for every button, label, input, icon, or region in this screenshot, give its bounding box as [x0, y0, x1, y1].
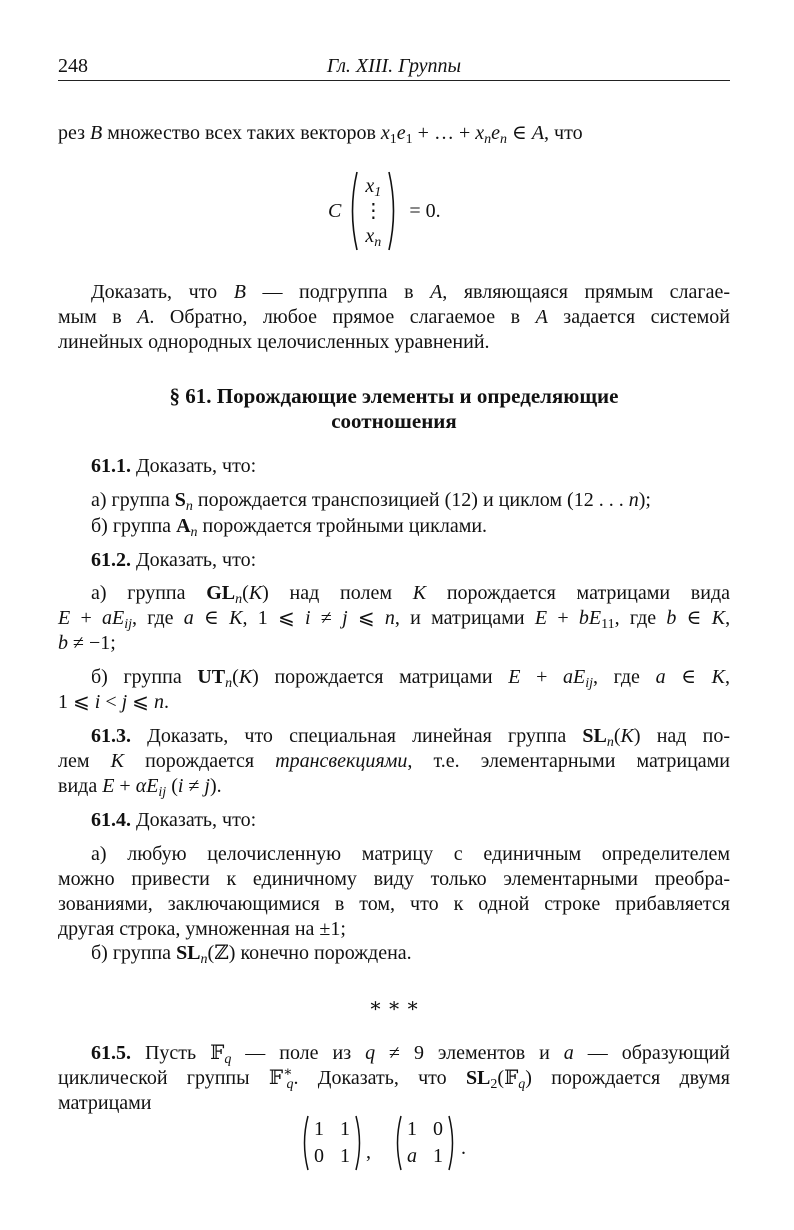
math-symbol: a: [563, 1042, 574, 1064]
math-symbol: 11: [601, 617, 615, 632]
end-period: .: [461, 1136, 466, 1159]
math-symbol: b: [58, 632, 68, 654]
text: Доказать, что:: [131, 549, 257, 571]
text: , где: [593, 666, 656, 688]
math-symbol: b: [666, 607, 677, 629]
text: ).: [209, 775, 222, 797]
text: — поле из: [231, 1042, 366, 1064]
problem-61-5: [58, 1041, 730, 1116]
text: § 61. Порождающие элементы и определяющие: [169, 384, 619, 408]
text: , где: [614, 607, 667, 629]
text-line: [58, 409, 730, 434]
text-line: [58, 1091, 730, 1116]
text: задается системой: [547, 306, 730, 328]
text: а) группа: [91, 582, 207, 604]
chapter-title: Гл. XIII. Группы: [326, 55, 462, 77]
math-symbol: aE: [563, 666, 586, 688]
text: 1 ⩽: [58, 691, 95, 713]
matrix-entry: 1: [407, 1118, 417, 1140]
math-symbol: q: [224, 1052, 232, 1067]
math-symbol: A: [137, 306, 150, 328]
text: ∈: [507, 122, 532, 144]
text-line: [58, 606, 730, 631]
math-symbol: e: [396, 122, 406, 144]
math-symbol: q: [286, 1077, 294, 1092]
math-symbol: j: [121, 691, 128, 713]
paragraph-direct-summand: [58, 280, 730, 355]
item-61-1-b: [58, 514, 730, 539]
matrix-entry: a: [407, 1145, 417, 1167]
text: ,: [725, 666, 731, 688]
item-61-1-a: [58, 488, 730, 513]
math-symbol: трансвекциями: [275, 750, 408, 772]
math-symbol: n: [200, 952, 208, 967]
math-symbol: n: [190, 525, 198, 540]
text-line: [58, 690, 730, 715]
math-symbol: K: [110, 750, 124, 772]
math-symbol: K: [248, 582, 263, 604]
text: ∈: [193, 607, 230, 629]
header-rule: [58, 80, 730, 81]
entry-xn: $x_n$: [365, 224, 382, 250]
math-symbol: ij: [124, 617, 133, 632]
text-line: [58, 1066, 730, 1091]
text-line: [58, 994, 730, 1019]
text-line: [58, 121, 730, 146]
text: ≠: [310, 607, 343, 629]
math-symbol: αE: [135, 775, 159, 797]
matrix-entry: 1: [433, 1145, 443, 1167]
text-line: [58, 724, 730, 749]
text: (: [166, 775, 178, 797]
text: ) над по-: [633, 725, 730, 747]
text-line: [58, 514, 730, 539]
right-paren: [387, 170, 399, 252]
math-symbol: q: [365, 1042, 376, 1064]
math-symbol: n: [484, 132, 492, 147]
bold-text: 61.5.: [91, 1042, 131, 1064]
text: );: [638, 489, 651, 511]
math-symbol: K: [412, 582, 427, 604]
bold-text: UT: [197, 666, 226, 688]
bold-text: SL: [465, 1067, 491, 1089]
math-symbol: i: [94, 691, 101, 713]
text: матрицами: [58, 1092, 152, 1114]
matrix-entry: 0: [314, 1145, 324, 1167]
math-symbol: a: [655, 666, 666, 688]
display-matrices: [300, 1114, 466, 1172]
item-61-2-b: [58, 665, 730, 715]
math-symbol: n: [153, 691, 164, 713]
math-symbol: E: [508, 666, 521, 688]
text: порождается тройными циклами.: [197, 515, 488, 537]
text-line: [58, 1041, 730, 1066]
math-symbol: A: [535, 306, 548, 328]
matrix-2: [403, 1118, 447, 1168]
text: а) группа: [91, 489, 175, 511]
text: — подгруппа в: [245, 281, 431, 303]
text: а) любую целочисленную матрицу с единичным определителем: [91, 843, 730, 865]
text: Пусть 𝔽: [131, 1042, 225, 1064]
text: ,: [725, 607, 731, 629]
math-symbol: j: [342, 607, 348, 629]
text-line: [58, 808, 730, 833]
text-line: [58, 280, 730, 305]
math-symbol: ij: [158, 785, 167, 800]
math-symbol: K: [711, 607, 726, 629]
math-symbol: n: [628, 489, 639, 511]
text-line: [58, 454, 730, 479]
text: Доказать, что:: [131, 455, 257, 477]
text: (𝔽: [497, 1067, 519, 1089]
text: ) над полем: [262, 582, 413, 604]
bold-text: SL: [176, 942, 201, 964]
text-line: [58, 892, 730, 917]
text-line: [58, 305, 730, 330]
math-symbol: q: [518, 1077, 526, 1092]
left-paren: [300, 1114, 310, 1172]
text: — образующий: [573, 1042, 731, 1064]
text-line: [58, 842, 730, 867]
text: Доказать, что:: [131, 809, 257, 831]
text-line: [58, 384, 730, 409]
text: можно привести к единичному виду только элементарными преобра-: [58, 868, 730, 890]
problem-61-4: [58, 808, 730, 833]
section-separator-stars: [58, 994, 730, 1019]
text: +: [70, 607, 103, 629]
text-line: [58, 330, 730, 355]
text: , и матрицами: [394, 607, 535, 629]
bold-text: GL: [206, 582, 236, 604]
intro-line: [58, 121, 730, 146]
text: +: [114, 775, 136, 797]
matrix-entry: 0: [433, 1118, 443, 1140]
bold-text: 61.4.: [91, 809, 131, 831]
math-symbol: j: [204, 775, 210, 797]
math-symbol: ij: [585, 676, 594, 691]
section-heading: [58, 384, 730, 434]
matrix-entry: 1: [314, 1118, 324, 1140]
text: порождается матрицами вида: [426, 582, 730, 604]
bold-text: S: [174, 489, 186, 511]
math-symbol: K: [711, 666, 726, 688]
text: ≠: [183, 775, 205, 797]
text: (: [242, 582, 249, 604]
text: ) порождается двумя: [525, 1067, 730, 1089]
text: ) порождается матрицами: [252, 666, 509, 688]
math-symbol: n: [606, 735, 614, 750]
matrix-c: C: [328, 199, 342, 222]
text: , т.е. элементарными матрицами: [407, 750, 731, 772]
text-line: [58, 774, 730, 799]
math-symbol: i: [305, 607, 311, 629]
text-line: [58, 631, 730, 656]
item-61-4-a: [58, 842, 730, 942]
text: другая строка, умноженная на ±1;: [58, 918, 346, 940]
bold-text: A: [176, 515, 191, 537]
equals-zero: = 0.: [409, 199, 441, 222]
math-symbol: e: [491, 122, 501, 144]
math-symbol: n: [225, 676, 233, 691]
problem-61-2: [58, 548, 730, 573]
math-symbol: x: [475, 122, 485, 144]
math-symbol: a: [183, 607, 194, 629]
left-paren: [393, 1114, 403, 1172]
vector-entries: [359, 174, 387, 249]
text: циклической группы 𝔽: [58, 1067, 284, 1089]
text: порождается транспозицией (12) и циклом (12 . . .: [192, 489, 629, 511]
left-paren: [347, 170, 359, 252]
math-symbol: n: [235, 592, 243, 607]
text-line: [58, 581, 730, 606]
text: множество всех таких векторов: [102, 122, 381, 144]
math-symbol: n: [500, 132, 508, 147]
text: . Доказать, что: [293, 1067, 466, 1089]
text: соотношения: [331, 409, 457, 433]
text: линейных однородных целочисленных уравнений.: [58, 331, 490, 353]
right-paren: [447, 1114, 457, 1172]
text: ⩽: [347, 607, 385, 629]
text-line: [58, 548, 730, 573]
text: , 1 ⩽: [242, 607, 305, 629]
matrix-1: [310, 1118, 354, 1168]
math-symbol: K: [229, 607, 243, 629]
text: ∈: [676, 607, 712, 629]
bold-text: 61.3.: [91, 725, 131, 747]
matrix-entry: 1: [340, 1145, 350, 1167]
text: , что: [544, 122, 583, 144]
item-61-2-a: [58, 581, 730, 656]
text: .: [163, 691, 169, 713]
math-symbol: n: [185, 499, 193, 514]
vertical-dots: ⋮: [363, 199, 384, 222]
problem-61-1: [58, 454, 730, 479]
math-symbol: n: [384, 607, 395, 629]
math-symbol: B: [233, 281, 246, 303]
text-line: [58, 749, 730, 774]
math-symbol: 1: [405, 132, 413, 147]
text: , где: [132, 607, 184, 629]
math-symbol: B: [90, 122, 103, 144]
math-symbol: x: [380, 122, 390, 144]
text-line: [58, 867, 730, 892]
bold-text: SL: [582, 725, 607, 747]
text-line: [58, 917, 730, 942]
math-symbol: K: [238, 666, 253, 688]
math-symbol: E: [58, 607, 71, 629]
right-paren: [354, 1114, 364, 1172]
math-symbol: 1: [389, 132, 397, 147]
text: + … +: [412, 122, 476, 144]
text: +: [547, 607, 579, 629]
math-symbol: bE: [578, 607, 602, 629]
display-equation-c-vector: [328, 170, 441, 252]
text: мым в: [58, 306, 138, 328]
text: б) группа: [91, 942, 177, 964]
text: <: [100, 691, 122, 713]
math-symbol: aE: [102, 607, 125, 629]
bold-text: 61.2.: [91, 549, 131, 571]
math-symbol: i: [177, 775, 184, 797]
text: (: [232, 666, 239, 688]
math-symbol: 2: [490, 1077, 498, 1092]
text: (ℤ) конечно порождена.: [207, 942, 412, 964]
text-line: [58, 488, 730, 513]
math-symbol: E: [534, 607, 548, 629]
text: ≠ 9 элементов и: [375, 1042, 564, 1064]
text: ≠ −1;: [68, 632, 116, 654]
separator-comma: ,: [366, 1140, 371, 1163]
item-61-4-b: [58, 941, 730, 966]
math-symbol: ∗: [283, 1065, 293, 1080]
text-line: [58, 665, 730, 690]
math-symbol: A: [430, 281, 443, 303]
entry-x1: $x_1$: [365, 174, 382, 200]
page-number: 248: [58, 55, 88, 77]
text: +: [520, 666, 564, 688]
text: ∗ ∗ ∗: [368, 995, 420, 1017]
text: ∈: [665, 666, 712, 688]
text: б) группа: [91, 666, 198, 688]
math-symbol: E: [102, 775, 115, 797]
math-symbol: A: [531, 122, 545, 144]
text: рез: [58, 122, 91, 144]
text: Доказать, что: [91, 281, 234, 303]
text: вида: [58, 775, 103, 797]
text: Доказать, что специальная линейная группа: [131, 725, 583, 747]
text: (: [613, 725, 621, 747]
text: ⩽: [127, 691, 154, 713]
text: . Обратно, любое прямое слагаемое в: [149, 306, 536, 328]
problem-61-3: [58, 724, 730, 799]
matrix-entry: 1: [340, 1118, 350, 1140]
text: , являющаяся прямым слагае-: [442, 281, 730, 303]
text: порождается: [123, 750, 276, 772]
text: зованиями, заключающимися в том, что к одной строке прибавляется: [58, 893, 730, 915]
running-header: [58, 55, 730, 79]
text: б) группа: [91, 515, 177, 537]
text-line: [58, 941, 730, 966]
bold-text: 61.1.: [91, 455, 131, 477]
text: лем: [58, 750, 111, 772]
math-symbol: K: [620, 725, 634, 747]
